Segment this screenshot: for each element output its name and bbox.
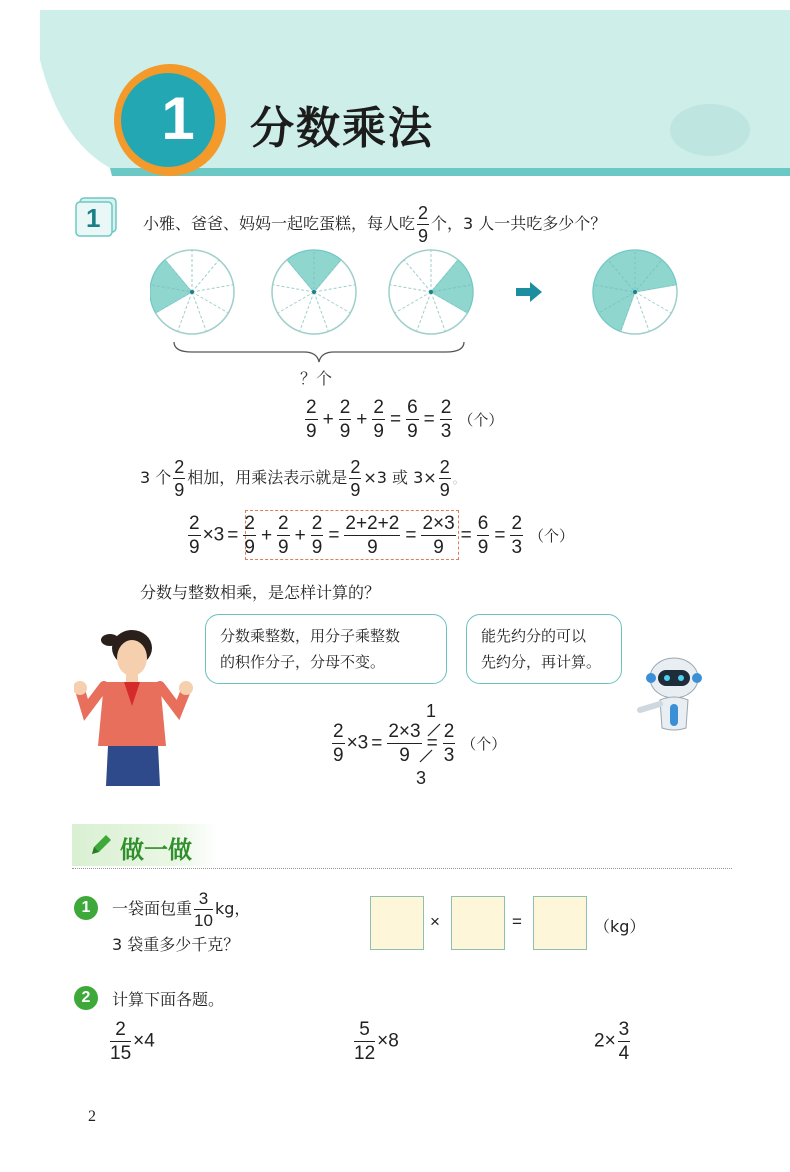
section-divider	[72, 868, 732, 869]
frac-den: 9	[174, 480, 185, 500]
frac-den: 3	[443, 745, 455, 766]
unit: （个）	[458, 411, 504, 429]
frac-num: 2	[439, 457, 450, 477]
page-number: 2	[88, 1108, 96, 1125]
frac-den: 15	[110, 1043, 132, 1064]
unit-kg: （kg）	[594, 917, 646, 936]
frac-den: 9	[189, 537, 200, 558]
pie-center	[312, 290, 316, 294]
question-text-1: 小雅、爸爸、妈妈一起吃蛋糕，每人吃	[143, 214, 416, 233]
frac-den: 3	[440, 421, 452, 442]
frac-den: 9	[477, 537, 489, 558]
robot-illustration	[632, 652, 712, 732]
robot-speech-bubble	[466, 614, 622, 684]
sum-equation: $\frac{2}{9}$ + $\frac{2}{9}$ + $\frac{2}{9}$ = $\frac{6}{9}$ = $\frac{2}{3}$ （个）	[306, 397, 504, 442]
cake-pie-2	[272, 250, 356, 334]
frac-den: 9	[373, 421, 384, 442]
text: 一袋面包重	[112, 899, 193, 918]
question-text-2: 个，3 人一共吃多少个？	[431, 214, 607, 233]
pencil-icon	[88, 832, 114, 858]
times-sign: ×	[430, 912, 440, 931]
text: 。	[452, 472, 465, 486]
cake-pie-1	[150, 250, 234, 334]
question-badge-1: 1	[74, 896, 98, 920]
girl-illustration	[74, 626, 196, 786]
frac-den: 9	[306, 421, 317, 442]
reduce-equation: $\frac{2}{9}$ ×3 = $\frac{2\times 3}{9}$ = $\frac{2}{3}$ （个）	[333, 721, 507, 766]
multiplier: ×4	[133, 1030, 155, 1052]
frac-num: 2	[373, 397, 384, 418]
frac-num: 2	[443, 721, 455, 742]
frac-num: 2	[306, 397, 317, 418]
question-frac-den: 9	[418, 226, 429, 246]
text: 相加，用乘法表示就是	[187, 468, 348, 487]
example-number: 1	[86, 203, 101, 233]
exercise-item-3	[594, 1020, 632, 1063]
frac-den: 3	[511, 537, 523, 558]
frac-num: 2+2+2	[345, 513, 400, 534]
question-frac-num: 2	[418, 203, 429, 223]
frac-den: 9	[439, 480, 450, 500]
answer-box-3[interactable]	[533, 896, 587, 950]
multiplier: ×8	[377, 1030, 399, 1052]
practice-q1-line2: 3 袋重多少千克？	[112, 935, 240, 954]
cancel-strikes	[414, 722, 444, 770]
frac-num: 3	[618, 1019, 630, 1040]
frac-den: 9	[339, 421, 351, 442]
practice-header: 做一做	[120, 836, 192, 864]
reduce-bottom: 3	[416, 768, 427, 788]
pie-center	[190, 290, 194, 294]
frac-num: 6	[477, 513, 489, 534]
exercise-item-1	[108, 1020, 155, 1063]
pie-center	[429, 290, 433, 294]
cake-pies-diagram	[150, 248, 690, 348]
unit: （个）	[529, 527, 575, 545]
frac-num: 6	[407, 397, 418, 418]
multiplier: 2×	[594, 1030, 616, 1052]
question-two: 分数与整数相乘，是怎样计算的？	[140, 583, 381, 602]
frac-num: 2	[350, 457, 361, 477]
frac-den: 9	[333, 745, 344, 766]
frac-den: 4	[618, 1043, 630, 1064]
pie-center	[633, 290, 637, 294]
frac-num: 2	[189, 513, 200, 534]
frac-num: 2	[311, 513, 323, 534]
unit: （个）	[461, 735, 507, 753]
frac-num: 2	[511, 513, 523, 534]
frac-num: 2	[244, 513, 255, 534]
reduce-top: 1	[426, 701, 437, 721]
frac-num: 2	[339, 397, 351, 418]
frac-den: 9	[433, 537, 444, 558]
cake-pie-4	[593, 250, 677, 334]
question-badge-2: 2	[74, 986, 98, 1010]
frac-num: 2×3	[422, 513, 455, 534]
practice-q1-line1	[112, 890, 250, 929]
brace-label: ？个	[300, 369, 333, 388]
frac-den: 9	[244, 537, 255, 558]
frac-den: 9	[367, 537, 378, 558]
girl-speech-bubble	[205, 614, 447, 684]
multiplication-explanation	[140, 458, 465, 499]
bubble-line: 分数乘整数，用分子乘整数	[220, 627, 401, 645]
frac-num: 2	[333, 721, 344, 742]
chapter-number: 1	[161, 85, 195, 152]
frac-den: 9	[278, 537, 289, 558]
arrow-right-icon	[516, 282, 542, 302]
exercise-item-2	[352, 1020, 399, 1063]
chapter-title: 分数乘法	[250, 103, 434, 154]
equals-sign: =	[512, 912, 522, 931]
frac-den: 9	[350, 480, 361, 500]
times-three: ×3	[202, 524, 225, 546]
brace	[172, 340, 466, 364]
bubble-line: 先约分，再计算。	[481, 653, 602, 671]
cake-pie-3	[389, 250, 473, 334]
answer-box-2[interactable]	[451, 896, 505, 950]
text: 3 个	[140, 468, 172, 487]
bubble-line: 的积作分子，分母不变。	[220, 653, 386, 671]
frac-num: 2	[110, 1020, 131, 1042]
frac-num: 2	[174, 457, 185, 477]
text: ×3 或 3×	[363, 468, 437, 487]
frac-num: 3	[194, 890, 213, 910]
frac-num: 2	[440, 397, 452, 418]
multiplication-equation: $\frac{2}{9}$ ×3 = $\frac{2}{9}$ + $\frac{2}{9}$ + $\frac{2}{9}$ = $\frac{2+2+2}{9}$ = $\frac{2\times 3}{9}$ = $\frac{6}{9}$ = $\frac{2}{3}$ （个）	[189, 513, 575, 558]
answer-box-1[interactable]	[370, 896, 424, 950]
bubble-line: 能先约分的可以	[481, 627, 587, 645]
frac-num: 5	[354, 1020, 375, 1042]
times-three: ×3	[346, 732, 369, 754]
frac-den: 9	[407, 421, 418, 442]
frac-num: 2	[278, 513, 289, 534]
frac-den: 10	[194, 911, 213, 930]
frac-den: 9	[399, 745, 410, 766]
text: kg，	[214, 899, 251, 918]
frac-den: 12	[354, 1043, 376, 1064]
frac-num: 2×3	[388, 721, 421, 742]
frac-den: 9	[311, 537, 323, 558]
example-question	[143, 204, 606, 245]
practice-q2-text: 计算下面各题。	[112, 990, 225, 1009]
